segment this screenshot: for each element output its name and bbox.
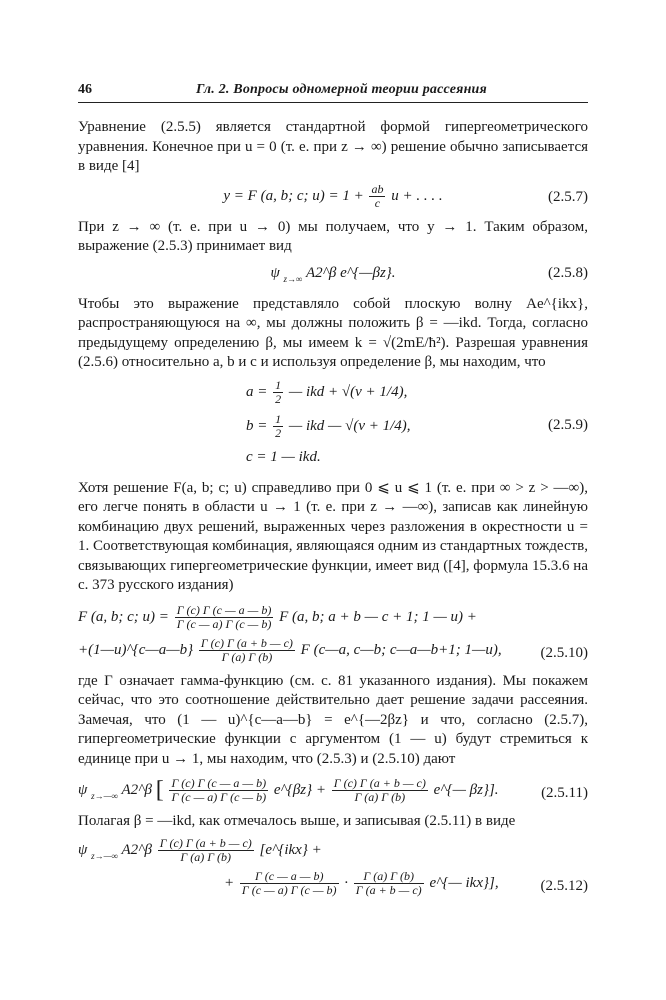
eq2511-exp-1: e^{βz} + bbox=[273, 781, 327, 798]
eq259-b-half bbox=[273, 413, 283, 440]
equation-2-5-11 bbox=[78, 777, 588, 806]
eq2512-number: (2.5.12) bbox=[540, 878, 588, 895]
eq2511-frac-1 bbox=[169, 777, 268, 804]
eq257-lhs: y = F (a, b; c; u) = 1 + bbox=[223, 187, 364, 204]
eq257-frac-num: ab bbox=[371, 181, 384, 196]
eq259-b-half-num: 1 bbox=[275, 411, 282, 426]
equation-2-5-12-line-1 bbox=[78, 837, 588, 866]
eq2510-f1-den: Γ (c — a) Γ (c — b) bbox=[176, 616, 272, 631]
eq2512-f1-den: Γ (c — a) Γ (c — b) bbox=[241, 883, 337, 898]
eq2510-f2-den: Γ (a) Γ (b) bbox=[221, 649, 273, 664]
eq259-a-start: a = bbox=[246, 383, 268, 400]
eq2512-exp-2: e^{— ikx}], bbox=[429, 875, 499, 892]
eq2512-a2: A2^β bbox=[121, 842, 152, 859]
eq2510-f2-num: Γ (c) Γ (a + b — c) bbox=[200, 635, 293, 650]
eq259-a-half-num: 1 bbox=[275, 377, 282, 392]
eq2510-l2-lhs: +(1—u)^{c—a—b} bbox=[78, 641, 194, 658]
eq2512-psi: ψ bbox=[78, 842, 88, 859]
eq2512-f2-num: Γ (a) Γ (b) bbox=[354, 870, 424, 884]
eq2512-f0-num: Γ (c) Γ (a + b — c) bbox=[159, 836, 252, 851]
eq2512-dot: · bbox=[344, 875, 349, 892]
eq258-rhs: A2^β e^{—βz}. bbox=[305, 264, 396, 281]
paragraph-4: Хотя решение F(a, b; c; u) справедливо при 0 ⩽ u ⩽ 1 (т. е. при ∞ > z > —∞), его легче понять в области u → 1 (т. е. при z → —∞), записав как линейную комбинацию двух решений, выраженных через разложения в окрестности u = 1. Соответствующая комбинация, являющаяся одним из стандартных тождеств, связывающих гипергеометрические функции, имеет вид ([4], формула 15.3.6 на с. 373 русского издания) bbox=[78, 479, 588, 593]
eq259-b-half-den: 2 bbox=[275, 425, 282, 440]
eq2512-limit: z→—∞ bbox=[91, 851, 118, 862]
eq2510-f1-num: Γ (c) Γ (c — a — b) bbox=[176, 602, 272, 617]
eq259-line-b bbox=[246, 413, 411, 440]
eq259-b-start: b = bbox=[246, 417, 268, 434]
eq2511-frac-2 bbox=[332, 777, 428, 804]
eq257-rhs: u + . . . . bbox=[391, 187, 443, 204]
paragraph-5: где Γ означает гамма-функцию (см. с. 81 указанного издания). Мы покажем сейчас, что это соотношение действительно дает решение задачи рассеяния. Замечая, что (1 — u)^{c—a—b} = e^{—2βz} и что, согласно (2.5.7), гипергеометрические функции с аргументом (1 — u) будут стремиться к единице при u → 1, мы находим, что (2.5.3) и (2.5.10) дают bbox=[78, 672, 588, 767]
eq259-line-c: c = 1 — ikd. bbox=[246, 448, 321, 465]
eq259-b-end: — ikd — √(v + 1/4), bbox=[288, 417, 411, 434]
equation-2-5-8 bbox=[78, 263, 588, 289]
eq2510-l2-rhs: F (c—a, c—b; c—a—b+1; 1—u), bbox=[300, 641, 502, 658]
equation-2-5-10-line-1 bbox=[78, 604, 588, 631]
eq257-number: (2.5.7) bbox=[548, 188, 588, 205]
equation-2-5-9 bbox=[78, 377, 588, 473]
eq2512-f1-num: Γ (c — a — b) bbox=[240, 870, 339, 884]
eq2511-exp-2: e^{— βz}]. bbox=[433, 781, 499, 798]
eq257-frac-den: c bbox=[374, 195, 381, 210]
eq2512-exp-0: [e^{ikx} + bbox=[259, 842, 322, 859]
running-title: Гл. 2. Вопросы одномерной теории рассеяния bbox=[196, 82, 487, 97]
eq2511-f1-num: Γ (c) Γ (c — a — b) bbox=[171, 776, 267, 790]
eq259-a-end: — ikd + √(v + 1/4), bbox=[288, 383, 408, 400]
eq2512-f0-den: Γ (a) Γ (b) bbox=[180, 850, 232, 865]
equation-2-5-12-line-2 bbox=[78, 870, 588, 897]
page bbox=[78, 80, 588, 897]
paragraph-3: Чтобы это выражение представляло собой плоскую волну Ae^{ikx}, распространяющуюся на ∞, мы должны положить β = —ikd. Тогда, согласно предыдущему определению β, мы имеем k = √(2mE/ħ²). Разрешая уравнения (2.5.6) относительно a, b и c и используя определение β, мы находим, что bbox=[78, 295, 588, 370]
eq2511-f2-den: Γ (a) Γ (b) bbox=[354, 790, 406, 804]
eq259-a-half-den: 2 bbox=[275, 391, 282, 406]
eq259-number: (2.5.9) bbox=[548, 416, 588, 433]
eq2510-number: (2.5.10) bbox=[540, 644, 588, 661]
eq2510-frac-1 bbox=[175, 604, 274, 631]
running-header bbox=[78, 80, 588, 103]
eq2511-f2-num: Γ (c) Γ (a + b — c) bbox=[333, 776, 426, 790]
eq258-number: (2.5.8) bbox=[548, 264, 588, 281]
equation-2-5-10-line-2 bbox=[78, 637, 588, 664]
eq2512-frac-0 bbox=[158, 837, 254, 864]
eq2511-number: (2.5.11) bbox=[541, 785, 588, 801]
eq2510-l1-lhs: F (a, b; c; u) = bbox=[78, 608, 169, 625]
page-number: 46 bbox=[78, 82, 92, 97]
eq259-line-a bbox=[246, 379, 407, 406]
eq2511-open-bracket: [ bbox=[155, 776, 164, 803]
eq2512-frac-1 bbox=[240, 870, 339, 897]
eq2512-f2-den: Γ (a + b — c) bbox=[355, 883, 422, 898]
paragraph-1: Уравнение (2.5.5) является стандартной формой гипергеометрического уравнения. Конечное при u = 0 (т. е. при z → ∞) решение обычно записывается в виде [4] bbox=[78, 119, 588, 174]
eq2512-plus: + bbox=[224, 875, 235, 892]
eq2510-l1-rhs: F (a, b; a + b — c + 1; 1 — u) + bbox=[279, 608, 477, 625]
eq2511-f1-den: Γ (c — a) Γ (c — b) bbox=[171, 790, 267, 804]
eq2512-frac-2 bbox=[354, 870, 424, 897]
eq258-limit: z→∞ bbox=[283, 273, 303, 284]
eq258-psi: ψ bbox=[270, 264, 280, 281]
paragraph-2: При z → ∞ (т. е. при u → 0) мы получаем, что y → 1. Таким образом, выражение (2.5.3) принимает вид bbox=[78, 218, 588, 254]
eq2511-a2: A2^β bbox=[121, 781, 152, 798]
paragraph-6: Полагая β = —ikd, как отмечалось выше, и записывая (2.5.11) в виде bbox=[78, 812, 516, 829]
eq2511-psi: ψ bbox=[78, 781, 88, 798]
eq2510-frac-2 bbox=[199, 637, 295, 664]
eq259-a-half bbox=[273, 379, 283, 406]
eq2511-limit: z→—∞ bbox=[91, 790, 118, 801]
equation-2-5-7 bbox=[78, 183, 588, 210]
eq257-fraction bbox=[369, 183, 385, 210]
